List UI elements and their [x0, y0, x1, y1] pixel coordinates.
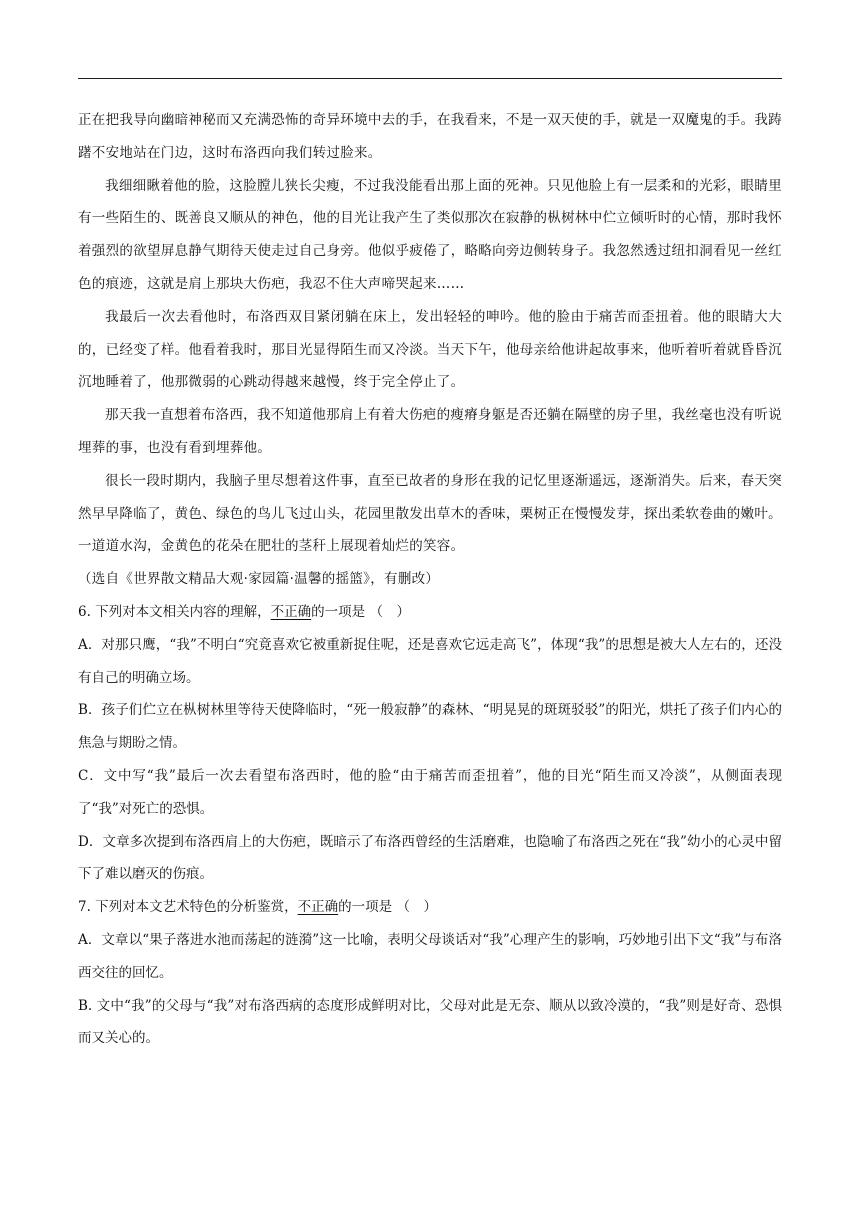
passage-source: （选自《世界散文精品大观·家园篇·温馨的摇篮》，有删改）: [78, 571, 440, 588]
question-6-option-c[interactable]: C．文中写“我”最后一次去看望布洛西时，他的脸“由于痛苦而歪扭着”，他的目光“陌生而又冷淡”，从侧面表现了“我”对死亡的恐惧。: [78, 767, 782, 817]
question-6-option-b[interactable]: B．孩子们伫立在枞树林里等待天使降临时，“死一般寂静”的森林、“明晃晃的斑斑驳驳”的阳光，烘托了孩子们内心的焦急与期盼之情。: [78, 702, 782, 752]
question-6-stem: [78, 596, 782, 629]
question-6-stem-emphasis: 不正确: [270, 603, 312, 620]
passage-paragraph-3: 我最后一次去看他时，布洛西双目紧闭躺在床上，发出轻轻的呻吟。他的脸由于痛苦而歪扭着。他的眼睛大大的，已经变了样。他看着我时，那目光显得陌生而又冷淡。当天下午，他母亲给他讲起故事来，他听着听着就昏昏沉沉地睡着了，他那微弱的心跳动得越来越慢，终于完全停止了。: [78, 308, 782, 391]
header-rule: [78, 78, 782, 79]
passage-paragraph-1: 正在把我导向幽暗神秘而又充满恐怖的奇异环境中去的手，在我看来，不是一双天使的手，就是一双魔鬼的手。我踌躇不安地站在门边，这时布洛西向我们转过脸来。: [78, 112, 782, 161]
question-6-stem-suffix: 的一项是 （ ）: [311, 603, 410, 620]
passage-paragraph-4: 那天我一直想着布洛西，我不知道他那肩上有着大伤疤的瘦瘠身躯是否还躺在隔壁的房子里，我丝毫也没有听说埋葬的事，也没有看到埋葬他。: [78, 407, 782, 456]
question-6-option-a[interactable]: A．对那只鹰，“我”不明白“究竟喜欢它被重新捉住呢，还是喜欢它远走高飞”，体现“我”的思想是被大人左右的，还没有自己的明确立场。: [78, 636, 782, 686]
question-7-option-a[interactable]: A．文章以“果子落进水池而荡起的涟漪”这一比喻，表明父母谈话对“我”心理产生的影响，巧妙地引出下文“我”与布洛西交往的回忆。: [78, 931, 782, 981]
question-7-option-b[interactable]: B. 文中“我”的父母与“我”对布洛西病的态度形成鲜明对比，父母对此是无奈、顺从以致冷漠的，“我”则是好奇、恐惧而又关心的。: [78, 997, 782, 1047]
question-7-stem-emphasis: 不正确: [297, 899, 339, 916]
questions: [78, 596, 782, 1055]
question-7-stem: [78, 891, 782, 924]
passage: [78, 104, 782, 596]
question-6-stem-prefix: 6. 下列对本文相关内容的理解，: [78, 603, 271, 620]
passage-paragraph-5: 很长一段时期内，我脑子里尽想着这件事，直至已故者的身形在我的记忆里逐渐遥远，逐渐消失。后来，春天突然早早降临了，黄色、绿色的鸟儿飞过山头，花园里散发出草木的香味，栗树正在慢慢发芽，探出柔软卷曲的嫩叶。一道道水沟，金黄色的花朵在肥壮的茎秆上展现着灿烂的笑容。: [78, 472, 782, 555]
question-6: [78, 596, 782, 891]
question-6-option-d[interactable]: D．文章多次提到布洛西肩上的大伤疤，既暗示了布洛西曾经的生活磨难，也隐喻了布洛西之死在“我”幼小的心灵中留下了难以磨灭的伤痕。: [78, 833, 782, 883]
question-7-stem-suffix: 的一项是 （ ）: [338, 899, 437, 916]
question-7-stem-prefix: 7. 下列对本文艺术特色的分析鉴赏，: [78, 899, 298, 916]
document-body: [78, 104, 782, 1055]
question-7: [78, 891, 782, 1055]
passage-paragraph-2: 我细细瞅着他的脸，这脸膛儿狭长尖瘦，不过我没能看出那上面的死神。只见他脸上有一层柔和的光彩，眼睛里有一些陌生的、既善良又顺从的神色，他的目光让我产生了类似那次在寂静的枞树林中伫立倾听时的心情，那时我怀着强烈的欲望屏息静气期待天使走过自己身旁。他似乎疲倦了，略略向旁边侧转身子。我忽然透过纽扣洞看见一丝红色的痕迹，这就是肩上那块大伤疤，我忍不住大声啼哭起来……: [78, 177, 782, 292]
